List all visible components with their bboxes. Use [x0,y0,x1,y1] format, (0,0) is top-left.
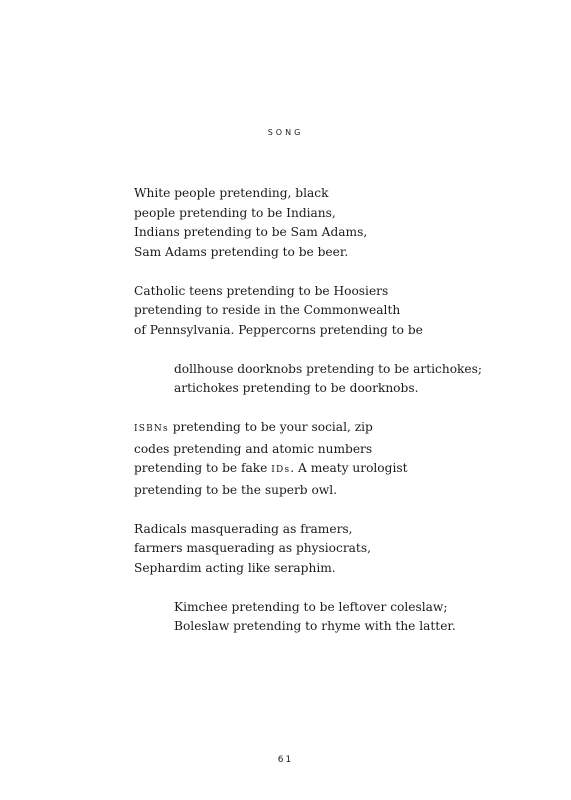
small-caps-text: IDs [271,465,291,475]
stanza-1 [134,184,534,262]
poem-line: White people pretending, black [134,186,329,200]
line-text: pretending to be fake [134,461,272,475]
line-text: . A meaty urologist [290,461,408,475]
poem-line: of Pennsylvania. Peppercorns pretending to be [134,322,423,337]
poem-line [134,418,534,440]
stanza-5 [134,520,534,579]
poem-line: Sephardim acting like seraphim. [134,560,336,575]
poem-line: Indians pretending to be Sam Adams, [134,225,368,239]
poem-line: Sam Adams pretending to be beer. [134,244,349,259]
poem-line [134,459,534,481]
small-caps-text: ISBNs [134,424,169,434]
stanza-2 [134,282,534,341]
stanza-3 [174,360,534,399]
poem-line: farmers masquerading as physiocrats, [134,541,371,555]
poem-line: Kimchee pretending to be leftover coleslaw; [174,599,448,614]
poem-title: SONG [267,128,304,137]
poem-line: Boleslaw pretending to rhyme with the latter. [174,619,456,633]
poem-line: artichokes pretending to be doorknobs. [174,381,419,395]
poem-line: pretending to be the superb owl. [134,482,338,497]
page-number: 61 [277,755,294,765]
stanza-6 [174,598,534,637]
line-text: pretending to be your social, zip [168,420,373,434]
poem-line: pretending to reside in the Commonwealth [134,303,401,317]
poem-line: Catholic teens pretending to be Hoosiers [134,283,389,298]
stanza-4 [134,418,534,500]
poem-line: Radicals masquerading as framers, [134,521,353,536]
poem-line: people pretending to be Indians, [134,205,336,220]
poem-body [134,184,534,656]
poem-line: dollhouse doorknobs pretending to be artichokes; [174,361,482,376]
poem-line: codes pretending and atomic numbers [134,441,373,456]
